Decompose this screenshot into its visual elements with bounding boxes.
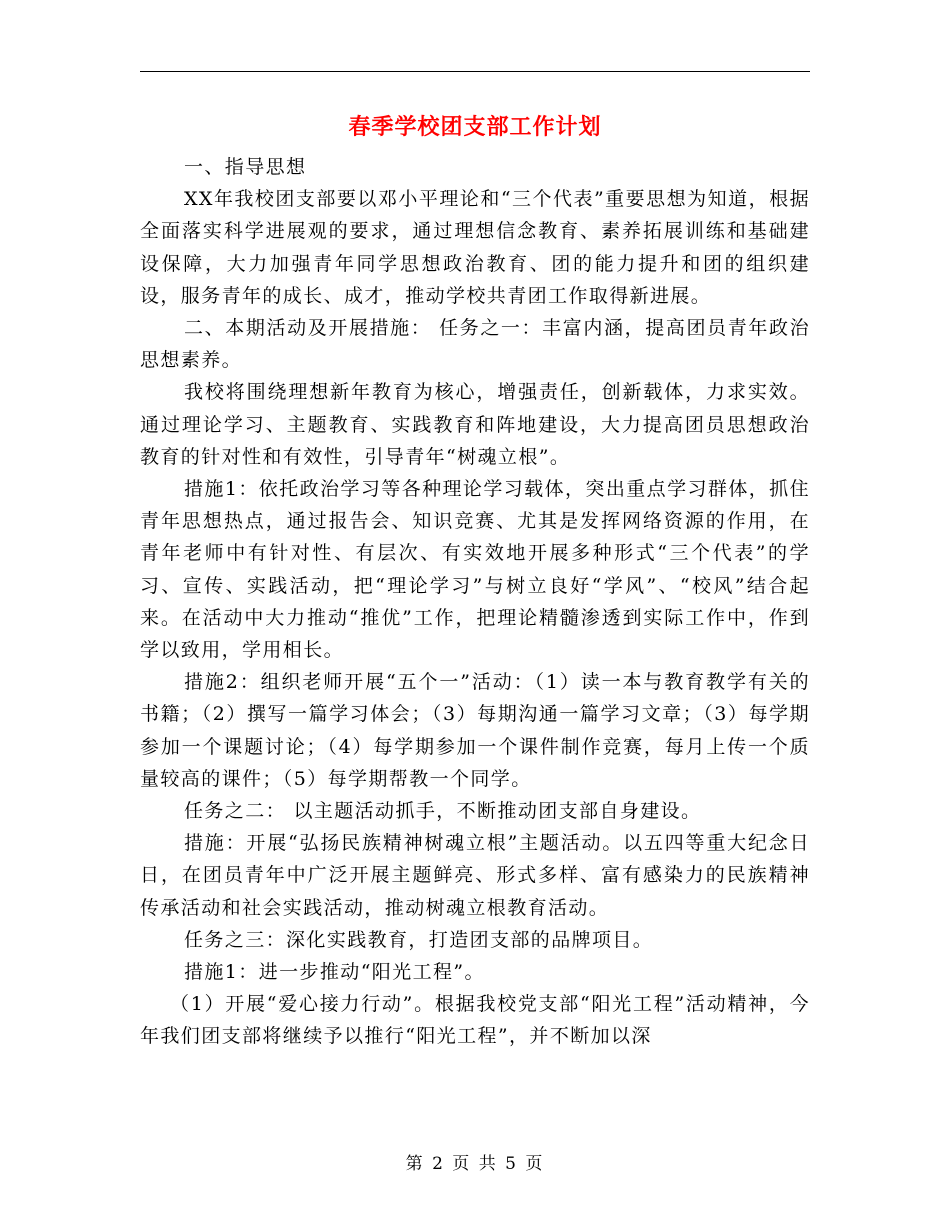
- paragraph-love-relay: （1）开展“爱心接力行动”。根据我校党支部“阳光工程”活动精神，今年我们团支部将继续予以推行“阳光工程”，并不断加以深: [140, 993, 810, 1048]
- paragraph-task-1-intro: 我校将围绕理想新年教育为核心，增强责任，创新载体，力求实效。通过理论学习、主题教育、实践教育和阵地建设，大力提高团员思想政治教育的针对性和有效性，引导青年“树魂立根”。: [140, 381, 810, 468]
- paragraph-task-2: 任务之二： 以主题活动抓手，不断推动团支部自身建设。: [184, 800, 702, 823]
- header-rule: [140, 71, 810, 72]
- paragraph-heading-2: 二、本期活动及开展措施： 任务之一：丰富内涵，提高团员青年政治思想素养。: [140, 317, 810, 372]
- document-body: [140, 151, 810, 1053]
- paragraph-measure-1: 措施1：依托政治学习等各种理论学习载体，突出重点学习群体，抓住青年思想热点，通过报告会、知识竞赛、尤其是发挥网络资源的作用，在青年老师中有针对性、有层次、有实效地开展多种形式“三个代表”的学习、宣传、实践活动，把“理论学习”与树立良好“学风”、“校风”结合起来。在活动中大力推动“推优”工作，把理论精髓渗透到实际工作中，作到学以致用，学用相长。: [140, 478, 810, 662]
- paragraph-task-3-measure-1: 措施1：进一步推动“阳光工程”。: [184, 961, 485, 984]
- paragraph-task-2-measure: 措施：开展“弘扬民族精神树魂立根”主题活动。以五四等重大纪念日日，在团员青年中广泛开展主题鲜亮、形式多样、富有感染力的民族精神传承活动和社会实践活动，推动树魂立根教育活动。: [140, 832, 810, 919]
- paragraph-guiding-ideology: XX年我校团支部要以邓小平理论和“三个代表”重要思想为知道，根据全面落实科学进展观的要求，通过理想信念教育、素养拓展训练和基础建设保障，大力加强青年同学思想政治教育、团的能力提升和团的组织建设，服务青年的成长、成才，推动学校共青团工作取得新进展。: [140, 188, 810, 307]
- paragraph-heading-1: 一、指导思想: [184, 156, 307, 178]
- page-footer: 第 2 页 共 5 页: [405, 1154, 545, 1174]
- document-title: 春季学校团支部工作计划: [348, 114, 602, 140]
- paragraph-measure-2: 措施2：组织老师开展“五个一”活动：（1）读一本与教育教学有关的书籍；（2）撰写一篇学习体会；（3）每期沟通一篇学习文章；（3）每学期参加一个课题讨论；（4）每学期参加一个课件制作竞赛，每月上传一个质量较高的课件；（5）每学期帮教一个同学。: [140, 671, 810, 790]
- paragraph-task-3: 任务之三：深化实践教育，打造团支部的品牌项目。: [184, 928, 654, 951]
